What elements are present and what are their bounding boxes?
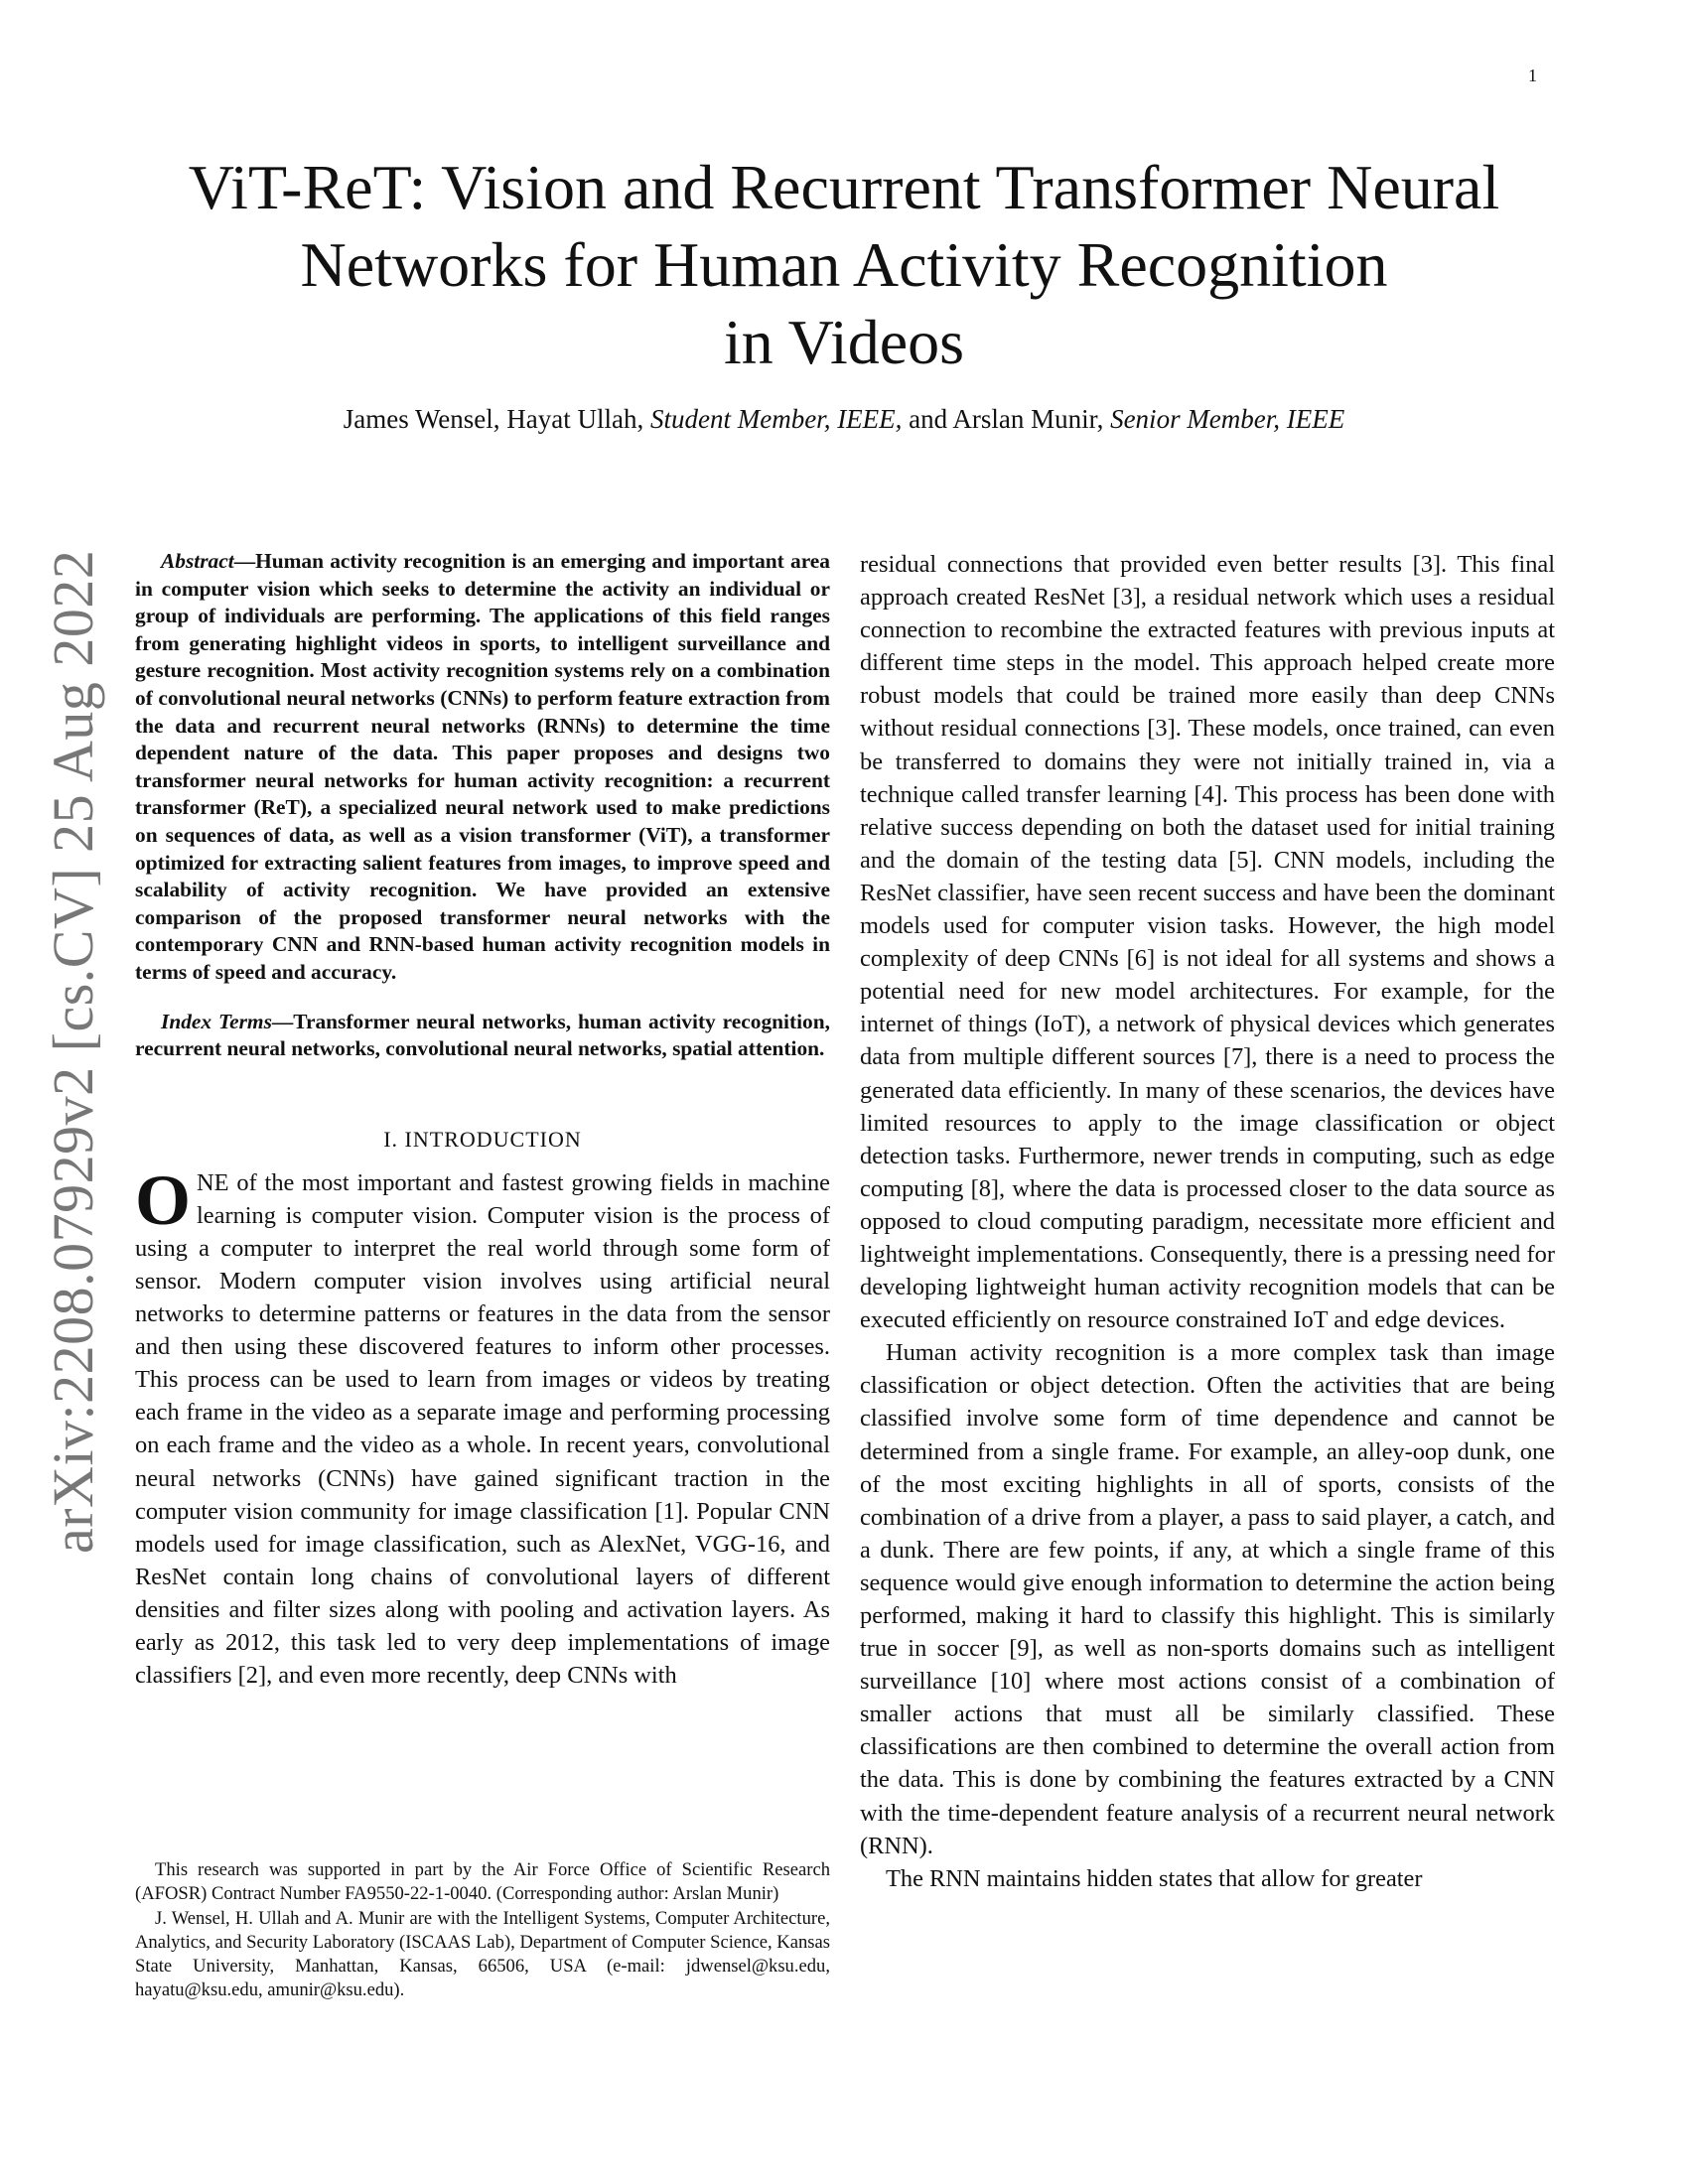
abstract-text: —Human activity recognition is an emerging and important area in computer vision which seeks to determine the activity an individual or group of individuals are performing. The applications of this field ranges from generating highlight videos in sports, to intelligent surveillance and gesture recognition. Most activity recognition systems rely on a combination of convolutional neural networks (CNNs) to perform feature extraction from the data and recurrent neural networks (RNNs) to determine the time dependent nature of the data. This paper proposes and designs two transformer neural networks for human activity recognition: a recurrent transformer (ReT), a specialized neural network used to make predictions on sequences of data, as well as a vision transformer (ViT), a transformer optimized for extracting salient features from images, to improve speed and scalability of activity recognition. We have provided an extensive comparison of the proposed transformer neural networks with the contemporary CNN and RNN-based human activity recognition models in terms of speed and accuracy. <box>135 549 830 984</box>
title-line-2: Networks for Human Activity Recognition <box>300 229 1388 300</box>
author-names-2: and Arslan Munir, <box>902 404 1111 434</box>
intro-paragraph-1 <box>135 1160 830 1693</box>
page-number: 1 <box>1528 66 1537 85</box>
left-column <box>135 548 830 1692</box>
right-paragraph-3: The RNN maintains hidden states that allow for greater <box>886 1864 1423 1892</box>
right-paragraph-2: Human activity recognition is a more complex task than image classification or object detection. Often the activities that are being classified involve some form of time dependence and cannot be determined from a single frame. For example, an alley-oop dunk, one of the most exciting highlights in all of sports, consists of the combination of a drive from a player, a pass to said player, a catch, and a dunk. There are few points, if any, at which a single frame of this sequence would give enough information to determine the action being performed, making it hard to classify this highlight. This is similarly true in soccer [9], as well as non-sports domains such as intelligent surveillance [10] where most actions consist of a combination of smaller actions that must all be similarly classified. These classifications are then combined to determine the overall action from the data. This is done by combining the features extracted by a CNN with the time-dependent feature analysis of a recurrent neural network (RNN). <box>860 1339 1555 1859</box>
author-list <box>99 402 1589 436</box>
paper-title <box>99 149 1589 381</box>
footnote-affiliation: J. Wensel, H. Ullah and A. Munir are with the Intelligent Systems, Computer Architecture, Analytics, and Security Laboratory (ISCAAS Lab), Department of Computer Science, Kansas State University, Manhattan, Kansas, 66506, USA (e-mail: jdwensel@ksu.edu, hayatu@ksu.edu, amunir@ksu.edu). <box>135 1907 830 2001</box>
footnotes <box>135 1858 830 2003</box>
right-column <box>860 548 1555 1895</box>
footnote-funding: This research was supported in part by the Air Force Office of Scientific Research (AFOSR) Contract Number FA9550-22-1-0040. (Corresponding author: Arslan Munir) <box>135 1859 830 1905</box>
index-terms <box>135 1009 830 1063</box>
author-role-2: Senior Member, IEEE <box>1110 404 1345 434</box>
index-terms-label: Index Terms <box>161 1009 272 1033</box>
section-heading-introduction: I. INTRODUCTION <box>383 1126 582 1152</box>
abstract <box>135 548 830 987</box>
arxiv-identifier: arXiv:2208.07929v2 [cs.CV] 25 Aug 2022 <box>41 549 105 1554</box>
author-role-1: Student Member, IEEE, <box>649 404 903 434</box>
author-names-1: James Wensel, Hayat Ullah, <box>343 404 650 434</box>
index-terms-text: —Transformer neural networks, human activity recognition, recurrent neural networks, convolutional neural networks, spatial attention. <box>135 1009 830 1061</box>
intro-paragraph-1-text: NE of the most important and fastest growing fields in machine learning is computer vision. Computer vision is the process of using a computer to interpret the real world through some form of sensor. Modern computer vision involves using artificial neural networks to determine patterns or features in the data from the sensor and then using these discovered features to inform other processes. This process can be used to learn from images or videos by treating each frame in the video as a separate image and performing processing on each frame and the video as a whole. In recent years, convolutional neural networks (CNNs) have gained significant traction in the computer vision community for image classification [1]. Popular CNN models used for image classification, such as AlexNet, VGG-16, and ResNet contain long chains of convolutional layers of different densities and filter sizes along with pooling and activation layers. As early as 2012, this task led to very deep implementations of image classifiers [2], and even more recently, deep CNNs with <box>135 1168 830 1690</box>
abstract-label: Abstract <box>161 549 234 573</box>
right-paragraph-1: residual connections that provided even better results [3]. This final approach created ResNet [3], a residual network which uses a residual connection to recombine the extracted features with previous inputs at different time steps in the model. This approach helped create more robust models that could be trained more easily than deep CNNs without residual connections [3]. These models, once trained, can even be transferred to domains they were not initially trained in, via a technique called transfer learning [4]. This process has been done with relative success depending on both the dataset used for initial training and the domain of the testing data [5]. CNN models, including the ResNet classifier, have seen recent success and have been the dominant models used for computer vision tasks. However, the high model complexity of deep CNNs [6] is not ideal for all systems and shows a potential need for new model architectures. For example, for the internet of things (IoT), a network of physical devices which generates data from multiple different sources [7], there is a need to process the generated data efficiently. In many of these scenarios, the devices have limited resources to apply to the image classification or object detection tasks. Furthermore, newer trends in computing, such as edge computing [8], where the data is processed closer to the data source as opposed to cloud computing paradigm, necessitate more efficient and lightweight implementations. Consequently, there is a pressing need for developing lightweight human activity recognition models that can be executed efficiently on resource constrained IoT and edge devices. <box>860 551 1555 1334</box>
title-line-1: ViT-ReT: Vision and Recurrent Transformer Neural <box>188 152 1500 222</box>
drop-cap: O <box>135 1160 192 1240</box>
title-line-3: in Videos <box>723 307 965 377</box>
